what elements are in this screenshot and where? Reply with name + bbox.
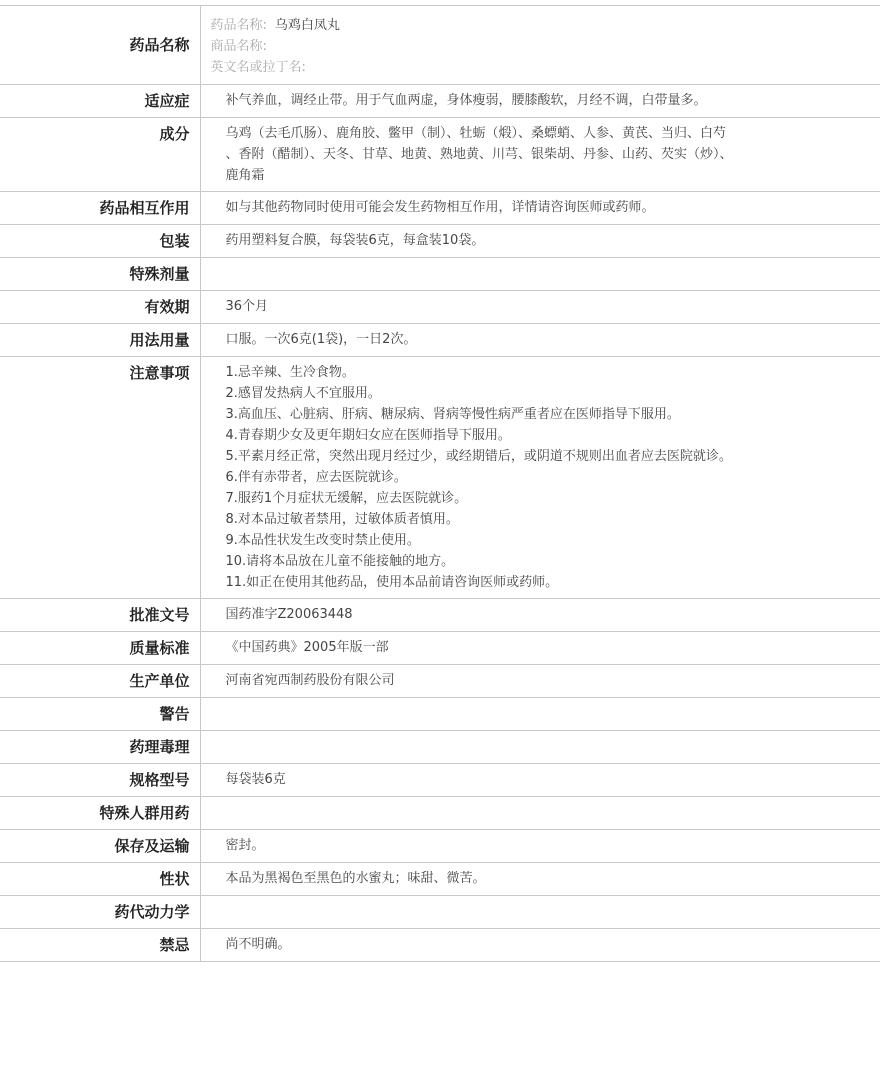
row-value-list (200, 118, 880, 192)
row-value (200, 797, 880, 830)
row-value (200, 258, 880, 291)
table-row (0, 85, 880, 118)
row-label: 有效期 (0, 291, 200, 324)
row-value: 如与其他药物同时使用可能会发生药物相互作用，详情请咨询医师或药师。 (200, 192, 880, 225)
row-value: 尚不明确。 (200, 929, 880, 962)
table-row (0, 896, 880, 929)
list-item: 鹿角霜 (225, 168, 265, 183)
table-row (0, 632, 880, 665)
row-label: 适应症 (0, 85, 200, 118)
row-value: 每袋装6克 (200, 764, 880, 797)
table-row (0, 797, 880, 830)
row-label: 特殊剂量 (0, 258, 200, 291)
row-value: 本品为黑褐色至黑色的水蜜丸；味甜、微苦。 (200, 863, 880, 896)
empty-value (226, 263, 871, 284)
name-key: 商品名称: (210, 39, 267, 54)
table-row (0, 258, 880, 291)
table-row (0, 225, 880, 258)
row-label: 成分 (0, 118, 200, 192)
row-label: 批准文号 (0, 599, 200, 632)
row-value (200, 731, 880, 764)
list-item: 、香附（醋制）、天冬、甘草、地黄、熟地黄、川芎、银柴胡、丹参、山药、芡实（炒）、 (225, 147, 733, 162)
row-value: 药用塑料复合膜，每袋装6克，每盒装10袋。 (200, 225, 880, 258)
name-line-trade (211, 36, 871, 57)
row-label: 生产单位 (0, 665, 200, 698)
list-item: 3.高血压、心脏病、肝病、糖尿病、肾病等慢性病严重者应在医师指导下服用。 (225, 407, 680, 422)
table-row (0, 698, 880, 731)
row-value: 河南省宛西制药股份有限公司 (200, 665, 880, 698)
table-row (0, 357, 880, 599)
name-line-latin (211, 57, 871, 78)
table-row (0, 118, 880, 192)
table-row (0, 192, 880, 225)
row-value: 口服。一次6克(1袋)，一日2次。 (200, 324, 880, 357)
row-label: 药理毒理 (0, 731, 200, 764)
table-row-drug-name (0, 6, 880, 85)
name-key: 英文名或拉丁名: (210, 60, 306, 75)
row-label: 保存及运输 (0, 830, 200, 863)
empty-value (226, 703, 871, 724)
empty-value (226, 802, 871, 823)
table-row (0, 863, 880, 896)
row-value: 《中国药典》2005年版一部 (200, 632, 880, 665)
list-item: 10.请将本品放在儿童不能接触的地方。 (225, 554, 455, 569)
table-row (0, 830, 880, 863)
list-item: 8.对本品过敏者禁用，过敏体质者慎用。 (225, 512, 459, 527)
table-row (0, 324, 880, 357)
row-label: 警告 (0, 698, 200, 731)
row-label: 注意事项 (0, 357, 200, 599)
row-label: 规格型号 (0, 764, 200, 797)
row-value (200, 698, 880, 731)
row-label: 药品名称 (0, 6, 200, 85)
name-key: 药品名称: (210, 18, 267, 33)
list-item: 4.青春期少女及更年期妇女应在医师指导下服用。 (225, 428, 511, 443)
row-label: 药代动力学 (0, 896, 200, 929)
list-item: 5.平素月经正常，突然出现月经过少，或经期错后，或阴道不规则出血者应去医院就诊。 (225, 449, 732, 464)
row-label: 包装 (0, 225, 200, 258)
row-label: 性状 (0, 863, 200, 896)
table-row (0, 599, 880, 632)
list-item: 6.伴有赤带者，应去医院就诊。 (225, 470, 407, 485)
row-label: 质量标准 (0, 632, 200, 665)
list-item: 乌鸡（去毛爪肠）、鹿角胶、鳖甲（制）、牡蛎（煅）、桑螵蛸、人参、黄芪、当归、白芍 (225, 126, 727, 141)
list-item: 1.忌辛辣、生冷食物。 (225, 365, 355, 380)
drug-info-table (0, 5, 880, 962)
name-line-generic (211, 15, 871, 36)
table-row (0, 291, 880, 324)
row-value: 36个月 (200, 291, 880, 324)
row-value: 补气养血，调经止带。用于气血两虚，身体瘦弱，腰膝酸软，月经不调，白带量多。 (200, 85, 880, 118)
list-item: 2.感冒发热病人不宜服用。 (225, 386, 381, 401)
row-value: 密封。 (200, 830, 880, 863)
drug-name-fields (200, 6, 880, 85)
table-row (0, 731, 880, 764)
row-value-list (200, 357, 880, 599)
row-label: 用法用量 (0, 324, 200, 357)
row-value: 国药准字Z20063448 (200, 599, 880, 632)
empty-value (226, 736, 871, 757)
list-item: 7.服药1个月症状无缓解，应去医院就诊。 (225, 491, 468, 506)
name-value: 乌鸡白凤丸 (274, 18, 340, 33)
row-label: 药品相互作用 (0, 192, 200, 225)
row-label: 禁忌 (0, 929, 200, 962)
list-item: 9.本品性状发生改变时禁止使用。 (225, 533, 420, 548)
table-row (0, 929, 880, 962)
list-item: 11.如正在使用其他药品，使用本品前请咨询医师或药师。 (225, 575, 559, 590)
table-row (0, 764, 880, 797)
row-value (200, 896, 880, 929)
empty-value (226, 901, 871, 922)
table-row (0, 665, 880, 698)
row-label: 特殊人群用药 (0, 797, 200, 830)
